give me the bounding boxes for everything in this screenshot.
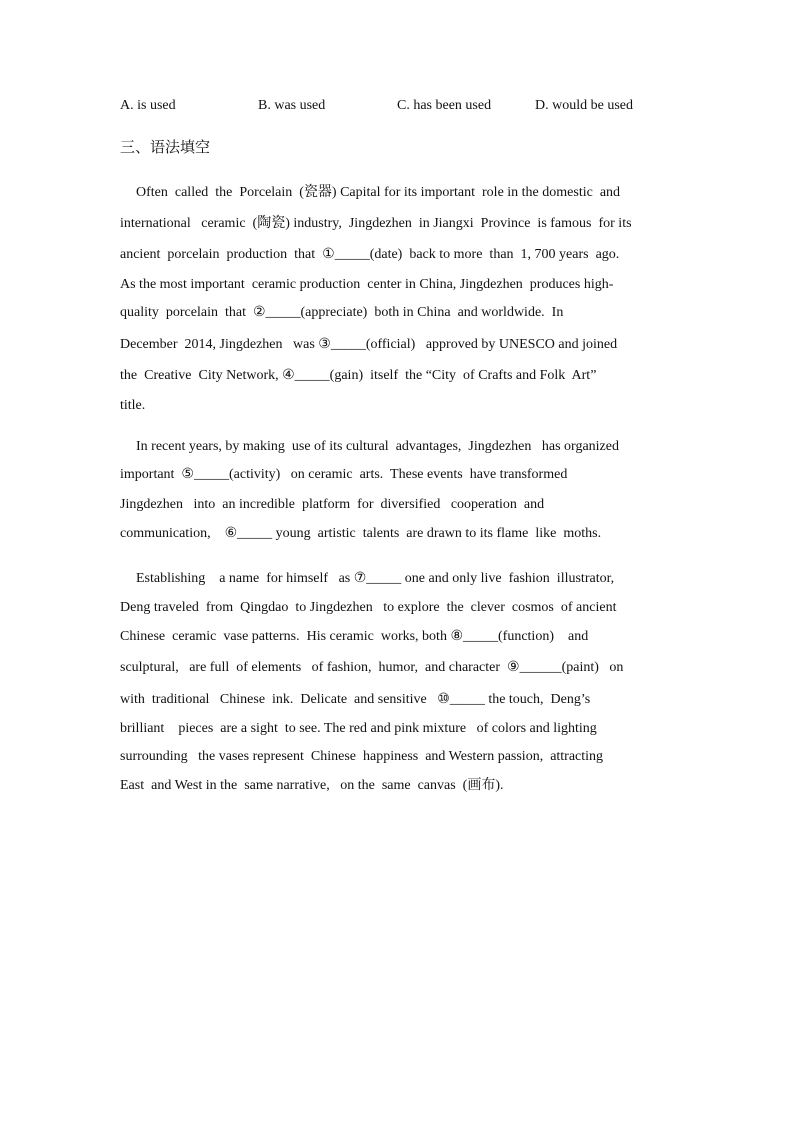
passage-line: communication, ⑥_____ young artistic talents are drawn to its flame like moths. <box>120 526 602 541</box>
passage-line: Deng traveled from Qingdao to Jingdezhen to explore the clever cosmos of ancient <box>120 600 617 615</box>
passage-line: international ceramic (陶瓷) industry, Jingdezhen in Jiangxi Province is famous for its <box>120 216 632 231</box>
passage-line: In recent years, by making use of its cultural advantages, Jingdezhen has organized <box>136 439 619 454</box>
option-b: B. was used <box>258 98 326 113</box>
passage-line: the Creative City Network, ④_____(gain) itself the “City of Crafts and Folk Art” <box>120 368 597 383</box>
option-d: D. would be used <box>535 98 633 113</box>
passage-line: Often called the Porcelain (瓷器) Capital for its important role in the domestic and <box>136 185 621 200</box>
passage-line: with traditional Chinese ink. Delicate and sensitive ⑩_____ the touch, Deng’s <box>120 692 591 707</box>
section-heading: 三、语法填空 <box>120 138 211 156</box>
option-c: C. has been used <box>397 98 492 113</box>
passage-line: important ⑤_____(activity) on ceramic arts. These events have transformed <box>120 467 568 482</box>
passage-line: ancient porcelain production that ①_____(date) back to more than 1, 700 years ago. <box>120 247 620 262</box>
option-a: A. is used <box>120 98 176 113</box>
passage-line: sculptural, are full of elements of fashion, humor, and character ⑨______(paint) on <box>120 660 624 675</box>
passage-line: quality porcelain that ②_____(appreciate) both in China and worldwide. In <box>120 305 564 320</box>
answer-options-row <box>120 96 680 116</box>
passage-line: surrounding the vases represent Chinese happiness and Western passion, attracting <box>120 749 604 764</box>
passage-line: Chinese ceramic vase patterns. His ceramic works, both ⑧_____(function) and <box>120 629 589 644</box>
passage-line: brilliant pieces are a sight to see. The red and pink mixture of colors and lighting <box>120 721 597 736</box>
passage-line: Establishing a name for himself as ⑦_____ one and only live fashion illustrator, <box>136 571 615 586</box>
passage-line: As the most important ceramic production center in China, Jingdezhen produces high- <box>120 277 614 292</box>
passage-line: East and West in the same narrative, on the same canvas (画布). <box>120 778 504 793</box>
passage-line: title. <box>120 398 146 413</box>
passage-line: Jingdezhen into an incredible platform for diversified cooperation and <box>120 497 545 512</box>
passage-line: December 2014, Jingdezhen was ③_____(official) approved by UNESCO and joined <box>120 337 618 352</box>
